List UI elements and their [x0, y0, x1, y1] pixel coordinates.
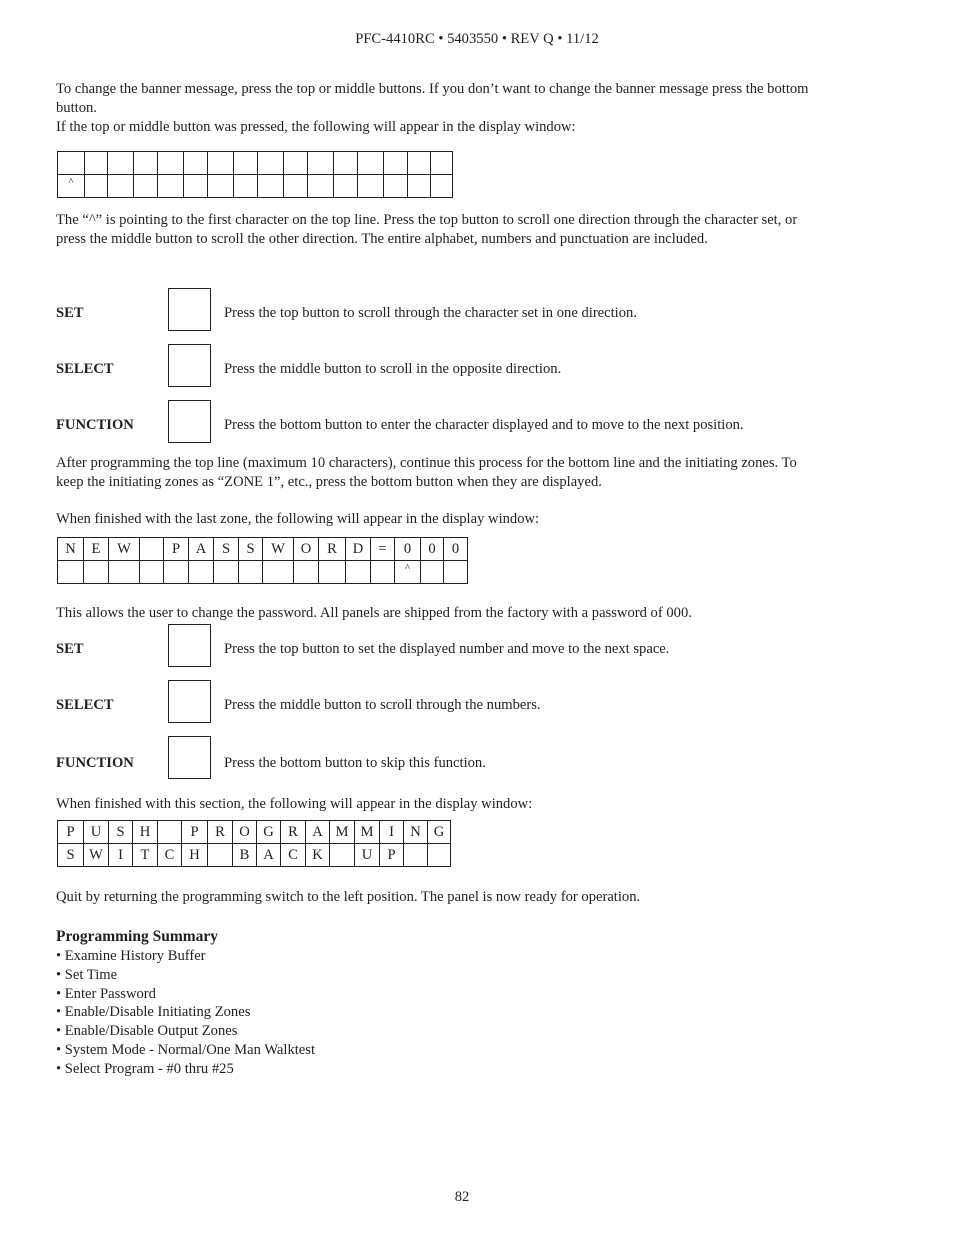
select-button[interactable]	[168, 680, 211, 723]
display-cell: R	[319, 538, 346, 561]
display-cell: D	[346, 538, 371, 561]
display-cell: P	[380, 844, 404, 867]
display-cell: T	[133, 844, 158, 867]
set-button[interactable]	[168, 624, 211, 667]
display-cell: P	[58, 821, 84, 844]
display-cell	[384, 152, 408, 175]
display-cell: A	[257, 844, 281, 867]
select-description: Press the middle button to scroll through the numbers.	[224, 697, 541, 713]
function-button-row-2	[56, 736, 916, 780]
display-cell	[140, 561, 164, 584]
display-cell	[234, 152, 258, 175]
display-cell: S	[214, 538, 239, 561]
display-cell	[84, 561, 109, 584]
display-cell: C	[281, 844, 306, 867]
summary-item: • Enter Password	[56, 985, 156, 1002]
display-cell: A	[306, 821, 330, 844]
summary-item: • Enable/Disable Initiating Zones	[56, 1004, 251, 1021]
display-cell: ^	[58, 175, 85, 198]
display-cell	[263, 561, 294, 584]
display-row-2	[58, 844, 451, 867]
programming-summary-title: Programming Summary	[56, 928, 219, 945]
function-label: FUNCTION	[56, 417, 134, 433]
display-cell	[384, 175, 408, 198]
display-cell: U	[84, 821, 109, 844]
select-button[interactable]	[168, 344, 211, 387]
summary-item: • Set Time	[56, 966, 118, 983]
summary-item: • System Mode - Normal/One Man Walktest	[56, 1041, 316, 1058]
display-cell: G	[428, 821, 451, 844]
display-cell: W	[84, 844, 109, 867]
display-cell	[358, 175, 384, 198]
display-cell	[239, 561, 263, 584]
display-cell	[109, 561, 140, 584]
display-cell: C	[158, 844, 182, 867]
display-cell	[358, 152, 384, 175]
display-row-2	[58, 561, 468, 584]
function-description: Press the bottom button to skip this function.	[224, 755, 486, 771]
display-cell: H	[182, 844, 208, 867]
display-cell	[371, 561, 395, 584]
page-header: PFC-4410RC • 5403550 • REV Q • 11/12	[355, 31, 599, 47]
function-label: FUNCTION	[56, 755, 134, 771]
display-cell	[85, 175, 108, 198]
programming-summary-list	[56, 947, 315, 1079]
display-cell	[108, 152, 134, 175]
display-cell	[444, 561, 468, 584]
intro-paragraph	[56, 80, 876, 137]
function-description: Press the bottom button to enter the character displayed and to move to the next position.	[224, 417, 744, 433]
display-cell	[258, 152, 284, 175]
display-cell	[330, 844, 355, 867]
finished-zone-text: When finished with the last zone, the following will appear in the display window:	[56, 511, 540, 527]
display-cell	[284, 152, 308, 175]
quit-paragraph: Quit by returning the programming switch to the left position. The panel is now ready for operation.	[56, 889, 641, 905]
display-cell	[158, 821, 182, 844]
display-cell	[158, 152, 184, 175]
display-cell: B	[233, 844, 257, 867]
display-cell	[421, 561, 444, 584]
display-cell: I	[380, 821, 404, 844]
after-programming-paragraph	[56, 454, 876, 492]
display-cell	[431, 152, 453, 175]
function-button-row-1	[56, 400, 916, 444]
display-cell: 0	[444, 538, 468, 561]
display-cell: M	[355, 821, 380, 844]
display-cell	[334, 152, 358, 175]
display-cell	[408, 175, 431, 198]
display-cell: 0	[395, 538, 421, 561]
display-cell	[208, 175, 234, 198]
summary-item: • Select Program - #0 thru #25	[56, 1060, 234, 1077]
password-paragraph: This allows the user to change the password. All panels are shipped from the factory with a password of 000.	[56, 605, 692, 621]
select-label: SELECT	[56, 697, 114, 713]
select-label: SELECT	[56, 361, 114, 377]
display-cell: R	[281, 821, 306, 844]
display-cell	[58, 561, 84, 584]
display-cell: E	[84, 538, 109, 561]
set-label: SET	[56, 305, 84, 321]
display-cell: S	[239, 538, 263, 561]
display-cell: =	[371, 538, 395, 561]
select-button-row-2	[56, 680, 916, 724]
display-cell	[258, 175, 284, 198]
display-cell	[404, 844, 428, 867]
set-description: Press the top button to set the displayed number and move to the next space.	[224, 641, 670, 657]
display-cell	[58, 152, 85, 175]
pointer-line-1: The “^” is pointing to the first character on the top line. Press the top button to scroll one direction through the character set, or	[56, 212, 798, 228]
pointer-paragraph	[56, 211, 876, 249]
select-button-row-1	[56, 344, 916, 388]
display-cell: I	[109, 844, 133, 867]
summary-item: • Enable/Disable Output Zones	[56, 1023, 238, 1040]
display-cell: P	[182, 821, 208, 844]
display-cell: R	[208, 821, 233, 844]
set-button-row-1	[56, 288, 916, 332]
function-button[interactable]	[168, 400, 211, 443]
display-cell	[184, 152, 208, 175]
display-cell	[408, 152, 431, 175]
intro-line-1: To change the banner message, press the top or middle buttons. If you don’t want to change the banner message press the bottom	[56, 81, 809, 97]
display-cell	[140, 538, 164, 561]
display-cell: K	[306, 844, 330, 867]
display-cell	[158, 175, 184, 198]
display-cell	[134, 175, 158, 198]
display-cell: O	[233, 821, 257, 844]
page-number: 82	[454, 1189, 470, 1205]
display-cell	[234, 175, 258, 198]
display-cell: G	[257, 821, 281, 844]
display-cell	[346, 561, 371, 584]
select-description: Press the middle button to scroll in the opposite direction.	[224, 361, 562, 377]
display-cell: S	[58, 844, 84, 867]
display-cell	[214, 561, 239, 584]
function-button[interactable]	[168, 736, 211, 779]
set-button-row-2	[56, 624, 916, 668]
display-cell: N	[58, 538, 84, 561]
display-cell: W	[109, 538, 140, 561]
display-cell	[294, 561, 319, 584]
display-cell: O	[294, 538, 319, 561]
display-cell	[284, 175, 308, 198]
after-programming-line-1: After programming the top line (maximum 10 characters), continue this process for the bottom line and the initiating zones. To	[56, 455, 797, 471]
pointer-line-2: press the middle button to scroll the other direction. The entire alphabet, numbers and punctuation are included.	[56, 231, 708, 247]
display-cell: 0	[421, 538, 444, 561]
display-cell	[334, 175, 358, 198]
display-cell	[431, 175, 453, 198]
set-description: Press the top button to scroll through the character set in one direction.	[224, 305, 637, 321]
display-row-1	[58, 538, 468, 561]
display-window-programming	[57, 820, 451, 867]
display-cell	[308, 152, 334, 175]
display-cell	[428, 844, 451, 867]
display-row-2	[58, 175, 453, 198]
finished-section-text: When finished with this section, the following will appear in the display window:	[56, 796, 533, 812]
display-cell: M	[330, 821, 355, 844]
display-cell: S	[109, 821, 133, 844]
display-cell	[134, 152, 158, 175]
display-cell	[308, 175, 334, 198]
display-cell: N	[404, 821, 428, 844]
display-cell	[208, 152, 234, 175]
display-cell	[164, 561, 189, 584]
display-window-banner	[57, 151, 453, 198]
display-cell	[108, 175, 134, 198]
summary-item: • Examine History Buffer	[56, 948, 206, 964]
intro-line-2: button.	[56, 100, 97, 116]
display-cell	[319, 561, 346, 584]
display-cell: H	[133, 821, 158, 844]
intro-line-3: If the top or middle button was pressed, the following will appear in the display window:	[56, 119, 576, 135]
display-cell: A	[189, 538, 214, 561]
display-cell: U	[355, 844, 380, 867]
display-window-password	[57, 537, 468, 584]
display-cell	[85, 152, 108, 175]
display-cell: ^	[395, 561, 421, 584]
display-cell: P	[164, 538, 189, 561]
display-row-1	[58, 152, 453, 175]
display-cell: W	[263, 538, 294, 561]
display-cell	[208, 844, 233, 867]
set-button[interactable]	[168, 288, 211, 331]
display-cell	[184, 175, 208, 198]
after-programming-line-2: keep the initiating zones as “ZONE 1”, etc., press the bottom button when they are displayed.	[56, 474, 602, 490]
set-label: SET	[56, 641, 84, 657]
display-row-1	[58, 821, 451, 844]
display-cell	[189, 561, 214, 584]
